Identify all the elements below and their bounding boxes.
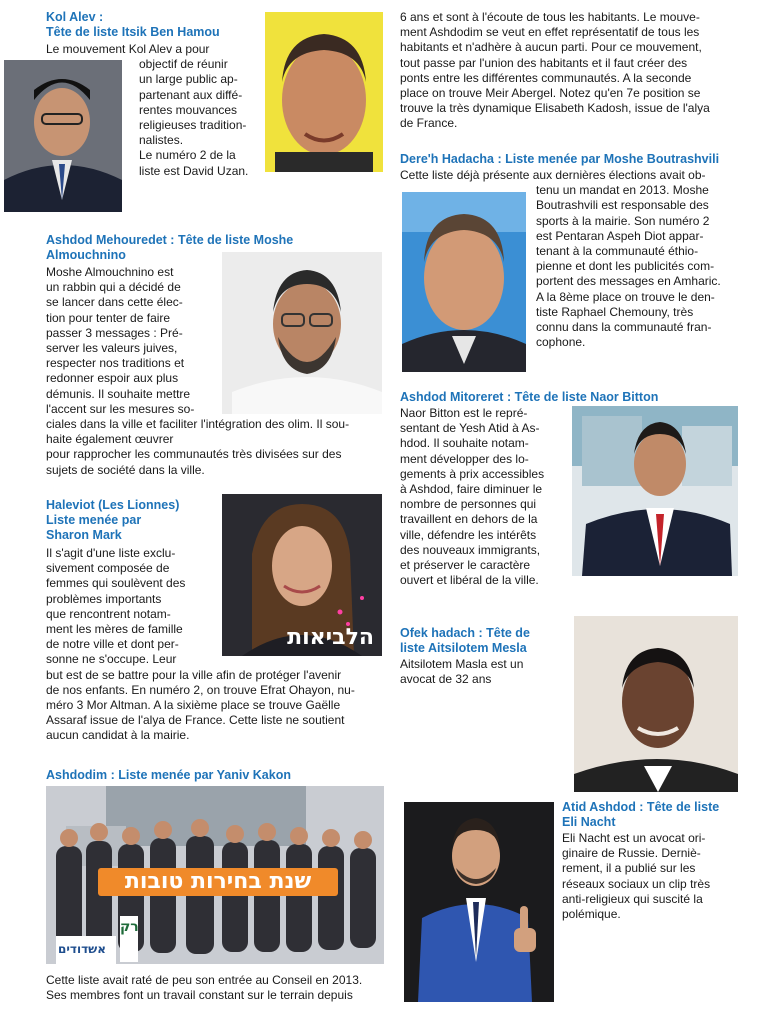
ashdodim-photo-banner: שנת בחירות טובות — [98, 868, 338, 896]
text-line: ponts entre les différentes communautés. A la seconde — [400, 70, 692, 85]
kol-alev-text — [46, 42, 258, 179]
text-line: problèmes importants — [46, 591, 162, 606]
text-line: est Pentaran Aspeh Diot appar- — [536, 228, 704, 243]
text-line: passer 3 messages : Pré- — [46, 325, 183, 340]
photo-aitsilotem-masla — [574, 616, 738, 792]
text-line: tenant à la communauté éthio- — [536, 244, 699, 259]
haleviot-photo-caption: הלביאות — [287, 625, 374, 650]
ofek-hadach-text — [400, 657, 568, 687]
ashdod-mehouredet-heading-line-2: Almouchnino — [46, 248, 126, 262]
text-line: réseaux sociaux un clip très — [562, 876, 711, 891]
text-line: religieuses tradition- — [139, 118, 247, 133]
atid-ashdod-text — [562, 831, 740, 922]
text-line: tenu un mandat en 2013. Moshe — [536, 183, 709, 198]
text-line: but est de se battre pour la ville afin de protéger l'avenir — [46, 667, 342, 682]
ashdod-mehouredet-text — [46, 265, 384, 478]
text-line: anti-religieux qui suscité la — [562, 891, 703, 906]
text-line: sports à la mairie. Son numéro 2 — [536, 213, 710, 228]
ofek-hadach-heading-line-1: Ofek hadach : Tête de — [400, 626, 530, 640]
rak-logo: רק — [120, 919, 139, 935]
text-line: travaillent en dehors de la — [400, 512, 538, 527]
text-line: de nos enfants. En numéro 2, on trouve Efrat Ohayon, nu- — [46, 682, 355, 697]
text-line: ment Ashdodim se veut en effet représentatif de tous les — [400, 25, 700, 40]
text-line: Il s'agit d'une liste exclu- — [46, 546, 176, 560]
text-line: 6 ans et sont à l'écoute de tous les habitants. Le mouve- — [400, 10, 700, 24]
text-line: ment les mères de famille — [46, 622, 183, 637]
text-line: femmes qui soulèvent des — [46, 576, 186, 591]
text-line: sonne ne s'occupe. Leur — [46, 652, 177, 667]
text-line: Assaraf issue de l'alya de France. Cette liste ne soutient — [46, 713, 345, 728]
text-line: de France. — [400, 116, 458, 131]
text-line: habitants et n'adhère à aucun parti. Pour ce mouvement, — [400, 40, 702, 55]
ashdodim-continued-text — [400, 10, 740, 132]
text-line: tout passe par l'union des habitants et il faut créer des — [400, 55, 688, 70]
text-line: redonner espoir aux plus — [46, 371, 179, 386]
text-line: des nouveaux immigrants, — [400, 542, 541, 557]
ashdodim-text — [46, 973, 384, 1003]
text-line: polémique. — [562, 907, 621, 922]
text-line: méro 3 Mor Altman. A la sixième place se trouve Gaëlle — [46, 698, 341, 713]
text-line: cophone. — [536, 335, 586, 350]
photo-itsik-ben-hamou — [265, 12, 383, 172]
kol-alev-heading-line-2: Tête de liste Itsik Ben Hamou — [46, 25, 220, 39]
text-line: tiste Raphael Chemouny, très — [536, 304, 694, 319]
text-line: et préserver le caractère — [400, 558, 531, 573]
haleviot-text — [46, 546, 384, 744]
text-line: Le mouvement Kol Alev a pour — [46, 42, 210, 56]
photo-eli-nacht — [404, 802, 554, 1002]
text-line: Boutrashvili est responsable des — [536, 198, 709, 213]
ashdod-mehouredet-heading-line-1: Ashdod Mehouredet : Tête de liste Moshe — [46, 233, 294, 247]
text-line: pienne et dont les publicités com- — [536, 259, 715, 274]
haleviot-heading-line-3: Sharon Mark — [46, 528, 122, 542]
atid-ashdod-heading-line-2: Eli Nacht — [562, 815, 616, 829]
dereh-hadacha-heading: Dere'h Hadacha : Liste menée par Moshe Boutrashvili — [400, 152, 720, 166]
text-line: ginaire de Russie. Derniè- — [562, 846, 701, 861]
kol-alev-heading — [46, 10, 220, 40]
text-line: pour rapprocher les communautés très divisées sur des — [46, 447, 342, 462]
text-line: objectif de réunir — [139, 57, 228, 72]
text-line: partenant aux diffé- — [139, 87, 243, 102]
text-line: rement, il a publié sur les — [562, 861, 696, 876]
ashdod-mitoreret-heading: Ashdod Mitoreret : Tête de liste Naor Bitton — [400, 390, 659, 404]
text-line: Cette liste déjà présente aux dernières élections avait ob- — [400, 168, 706, 182]
text-line: ouvert et libéral de la ville. — [400, 573, 539, 588]
text-line: trouve la très dynamique Elisabeth Kadosh, issue de l'alya — [400, 101, 710, 116]
ashdod-mitoreret-text — [400, 406, 566, 588]
text-line: rentes mouvances — [139, 102, 238, 117]
text-line: aucun candidat à la mairie. — [46, 728, 190, 743]
text-line: nalistes. — [139, 133, 184, 148]
atid-ashdod-heading-line-1: Atid Ashdod : Tête de liste — [562, 800, 720, 814]
ofek-hadach-heading-line-2: liste Aitsilotem Mesla — [400, 641, 527, 655]
text-line: tion pour tenter de faire — [46, 310, 171, 325]
ashdodim-logo: אשדודים — [58, 942, 106, 956]
haleviot-heading-line-2: Liste menée par — [46, 513, 142, 527]
dereh-hadacha-text — [400, 168, 740, 350]
atid-ashdod-heading — [562, 800, 719, 830]
text-line: liste est David Uzan. — [139, 163, 249, 178]
text-line: sivement composée de — [46, 561, 170, 576]
text-line: avocat de 32 ans — [400, 672, 492, 687]
text-line: sentant de Yesh Atid à As- — [400, 421, 540, 436]
text-line: portent des messages en Amharic. — [536, 274, 721, 289]
text-line: haite également œuvrer — [46, 432, 174, 447]
text-line: Le numéro 2 de la — [139, 148, 236, 163]
text-line: démunis. Il souhaite mettre — [46, 386, 191, 401]
text-line: l'accent sur les mesures so- — [46, 401, 195, 416]
text-line: nombre de personnes qui — [400, 497, 537, 512]
text-line: ville, défendre les intérêts — [400, 527, 537, 542]
text-line: Moshe Almouchnino est — [46, 265, 174, 279]
text-line: Cette liste avait raté de peu son entrée au Conseil en 2013. — [46, 973, 363, 987]
text-line: hdod. Il souhaite notam- — [400, 436, 529, 451]
text-line: place on trouve Meir Abergel. Notez qu'en 7e position se — [400, 86, 701, 101]
text-line: un rabbin qui a décidé de — [46, 280, 181, 295]
text-line: server les valeurs juives, — [46, 341, 178, 356]
text-line: sujets de société dans la ville. — [46, 462, 205, 477]
text-line: Naor Bitton est le repré- — [400, 406, 528, 420]
text-line: que rencontrent notam- — [46, 606, 171, 621]
text-line: gements à prix accessibles — [400, 466, 545, 481]
ashdodim-heading: Ashdodim : Liste menée par Yaniv Kakon — [46, 768, 291, 782]
text-line: respecter nos traditions et — [46, 356, 185, 371]
text-line: ment développer des lo- — [400, 451, 529, 466]
text-line: un large public ap- — [139, 72, 238, 87]
kol-alev-heading-line-1: Kol Alev : — [46, 10, 104, 24]
text-line: ciales dans la ville et faciliter l'intégration des olim. Il sou- — [46, 417, 350, 432]
ofek-hadach-heading — [400, 626, 530, 656]
text-line: de notre ville et dont per- — [46, 637, 179, 652]
text-line: Aitsilotem Masla est un — [400, 657, 524, 671]
text-line: Ses membres font un travail constant sur le terrain depuis — [46, 988, 353, 1003]
text-line: à Ashdod, faire diminuer le — [400, 482, 543, 497]
text-line: Eli Nacht est un avocat ori- — [562, 831, 706, 845]
text-line: connu dans la communauté fran- — [536, 320, 712, 335]
text-line: se lancer dans cette élec- — [46, 295, 183, 310]
photo-naor-bitton — [572, 406, 738, 576]
photo-ashdodim-group — [46, 786, 384, 964]
haleviot-heading — [46, 498, 179, 543]
text-line: A la 8ème place on trouve le den- — [536, 289, 715, 304]
haleviot-heading-line-1: Haleviot (Les Lionnes) — [46, 498, 180, 512]
